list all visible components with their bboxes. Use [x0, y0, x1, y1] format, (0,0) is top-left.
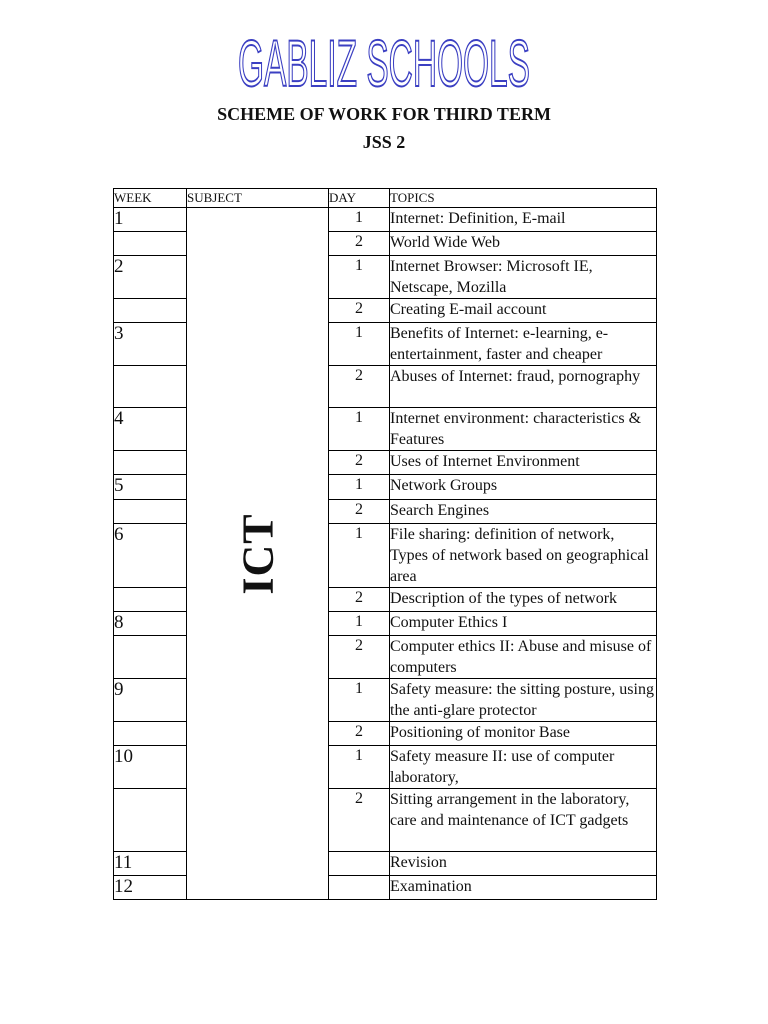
subject-name: ICT	[233, 512, 282, 595]
topic-cell: Search Engines	[390, 500, 657, 524]
week-cell: 5	[114, 475, 187, 500]
day-cell	[329, 876, 390, 900]
day-cell: 2	[329, 789, 390, 852]
subject-cell	[187, 208, 329, 900]
day-cell: 1	[329, 408, 390, 451]
topic-cell: Network Groups	[390, 475, 657, 500]
day-cell: 1	[329, 746, 390, 789]
day-cell	[329, 852, 390, 876]
week-cell	[114, 299, 187, 323]
week-cell	[114, 722, 187, 746]
header-subject: SUBJECT	[187, 189, 329, 208]
week-cell: 3	[114, 323, 187, 366]
topic-cell: Benefits of Internet: e-learning, e-entertainment, faster and cheaper	[390, 323, 657, 366]
week-cell	[114, 500, 187, 524]
table-header-row	[114, 189, 657, 208]
scheme-of-work-table	[113, 188, 657, 900]
day-cell: 2	[329, 722, 390, 746]
week-cell: 12	[114, 876, 187, 900]
table-row	[114, 208, 657, 232]
day-cell: 1	[329, 679, 390, 722]
week-cell: 1	[114, 208, 187, 232]
logo-lettering: GABLIZ SCHOOLS	[238, 26, 530, 100]
topic-cell: Safety measure II: use of computer laboratory,	[390, 746, 657, 789]
topic-cell: File sharing: definition of network, Types of network based on geographical area	[390, 524, 657, 588]
day-cell: 1	[329, 475, 390, 500]
day-cell: 2	[329, 588, 390, 612]
topic-cell: Computer ethics II: Abuse and misuse of computers	[390, 636, 657, 679]
header-topics: TOPICS	[390, 189, 657, 208]
topic-cell: Computer Ethics I	[390, 612, 657, 636]
week-cell: 6	[114, 524, 187, 588]
week-cell	[114, 588, 187, 612]
day-cell: 2	[329, 299, 390, 323]
topic-cell: Internet: Definition, E-mail	[390, 208, 657, 232]
topic-cell: World Wide Web	[390, 232, 657, 256]
week-cell	[114, 789, 187, 852]
day-cell: 1	[329, 612, 390, 636]
topic-cell: Internet Browser: Microsoft IE, Netscape, Mozilla	[390, 256, 657, 299]
document-title: SCHEME OF WORK FOR THIRD TERM	[217, 104, 551, 124]
day-cell: 2	[329, 500, 390, 524]
topic-cell: Creating E-mail account	[390, 299, 657, 323]
day-cell: 2	[329, 451, 390, 475]
class-label: JSS 2	[362, 132, 406, 152]
day-cell: 2	[329, 636, 390, 679]
week-cell	[114, 636, 187, 679]
week-cell: 9	[114, 679, 187, 722]
topic-cell: Revision	[390, 852, 657, 876]
week-cell: 2	[114, 256, 187, 299]
week-cell	[114, 366, 187, 408]
day-cell: 2	[329, 366, 390, 408]
day-cell: 1	[329, 524, 390, 588]
topic-cell: Sitting arrangement in the laboratory, care and maintenance of ICT gadgets	[390, 789, 657, 852]
header-week: WEEK	[114, 189, 187, 208]
topic-cell: Abuses of Internet: fraud, pornography	[390, 366, 657, 408]
school-logo	[180, 22, 588, 100]
topic-cell: Internet environment: characteristics & Features	[390, 408, 657, 451]
week-cell	[114, 232, 187, 256]
week-cell: 8	[114, 612, 187, 636]
week-cell: 10	[114, 746, 187, 789]
topic-cell: Safety measure: the sitting posture, using the anti-glare protector	[390, 679, 657, 722]
topic-cell: Examination	[390, 876, 657, 900]
day-cell: 1	[329, 323, 390, 366]
topic-cell: Positioning of monitor Base	[390, 722, 657, 746]
day-cell: 1	[329, 208, 390, 232]
week-cell: 4	[114, 408, 187, 451]
topic-cell: Uses of Internet Environment	[390, 451, 657, 475]
week-cell: 11	[114, 852, 187, 876]
header-day: DAY	[329, 189, 390, 208]
day-cell: 1	[329, 256, 390, 299]
topic-cell: Description of the types of network	[390, 588, 657, 612]
day-cell: 2	[329, 232, 390, 256]
week-cell	[114, 451, 187, 475]
